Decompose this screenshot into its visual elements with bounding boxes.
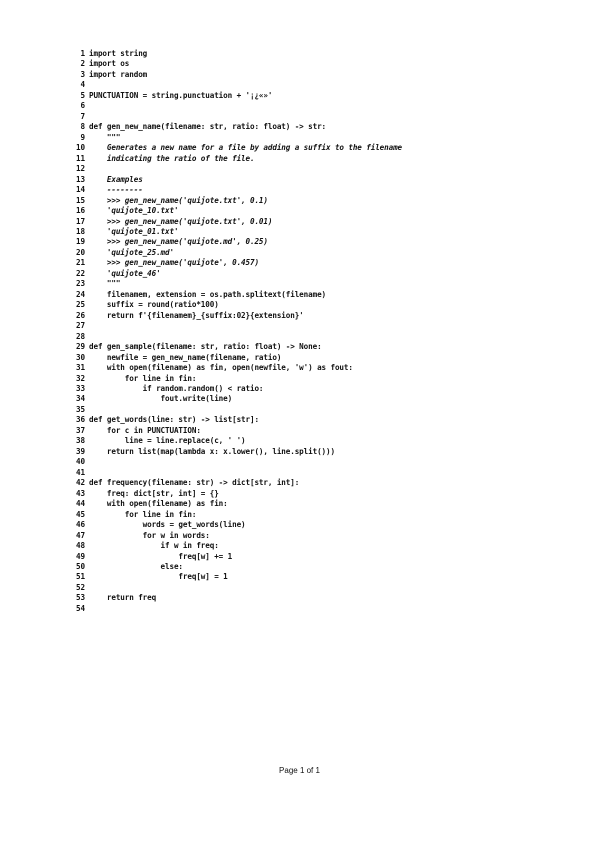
code-line <box>74 248 574 258</box>
code-line <box>74 415 574 425</box>
code-line <box>74 49 574 59</box>
code-line <box>74 311 574 321</box>
line-text <box>85 332 89 342</box>
code-line <box>74 562 574 572</box>
line-number: 9 <box>80 132 85 142</box>
code-line <box>74 70 574 80</box>
code-line <box>74 572 574 582</box>
line-text: 'quijote_10.txt' <box>89 206 179 216</box>
line-number: 2 <box>80 59 85 69</box>
line-text: return list(map(lambda x: x.lower(), line.split())) <box>89 446 335 456</box>
line-text: line = line.replace(c, ' ') <box>89 436 246 446</box>
code-line <box>74 374 574 384</box>
line-text <box>85 468 89 478</box>
line-text: freq: dict[str, int] = {} <box>89 488 219 498</box>
line-text: """ <box>89 279 121 289</box>
code-line <box>74 279 574 289</box>
line-number: 54 <box>76 603 85 613</box>
line-number: 8 <box>80 122 85 132</box>
page-footer: Page 1 of 1 <box>279 766 320 775</box>
line-text: indicating the ratio of the file. <box>89 153 255 163</box>
line-text: Examples <box>89 174 143 184</box>
code-line <box>74 478 574 488</box>
code-line <box>74 447 574 457</box>
line-text: Generates a new name for a file by adding a suffix to the filename <box>89 143 403 153</box>
code-line <box>74 143 574 153</box>
code-line <box>74 593 574 603</box>
code-line <box>74 175 574 185</box>
line-number: 41 <box>76 467 85 477</box>
line-number: 12 <box>76 164 85 174</box>
line-number: 25 <box>76 300 85 310</box>
line-number: 5 <box>80 90 85 100</box>
code-line <box>74 133 574 143</box>
line-number: 26 <box>76 310 85 320</box>
line-number: 20 <box>76 247 85 257</box>
code-line <box>74 206 574 216</box>
line-number: 21 <box>76 258 85 268</box>
line-text: if w in freq: <box>89 541 219 551</box>
line-text: import string <box>89 49 148 58</box>
line-number: 23 <box>76 279 85 289</box>
line-number: 47 <box>76 530 85 540</box>
code-line <box>74 154 574 164</box>
line-text: fout.write(line) <box>89 394 233 404</box>
code-line <box>74 353 574 363</box>
code-line <box>74 269 574 279</box>
line-text: freq[w] = 1 <box>89 572 228 582</box>
line-text: suffix = round(ratio*100) <box>89 300 219 310</box>
code-line <box>74 122 574 132</box>
line-number: 4 <box>80 80 85 90</box>
line-number: 40 <box>76 457 85 467</box>
line-number: 33 <box>76 384 85 393</box>
line-number: 14 <box>76 185 85 195</box>
line-text: def gen_sample(filename: str, ratio: float) -> None: <box>89 342 322 352</box>
line-text: filenamem, extension = os.path.splitext(filename) <box>89 289 327 299</box>
code-line <box>74 101 574 111</box>
line-number: 16 <box>76 206 85 216</box>
line-number: 1 <box>80 49 85 58</box>
line-number: 17 <box>76 216 85 226</box>
line-number: 50 <box>76 561 85 571</box>
code-line <box>74 112 574 122</box>
line-text: >>> gen_new_name('quijote.txt', 0.1) <box>89 195 268 205</box>
code-line <box>74 91 574 101</box>
line-number: 29 <box>76 342 85 352</box>
line-text <box>85 112 89 122</box>
line-text: return f'{filenamem}_{suffix:02}{extension}' <box>89 310 304 320</box>
line-text: 'quijote_46' <box>89 268 161 278</box>
line-text <box>85 80 89 90</box>
line-number: 18 <box>76 226 85 236</box>
code-line <box>74 227 574 237</box>
line-text: >>> gen_new_name('quijote', 0.457) <box>89 258 259 268</box>
line-text: for c in PUNCTUATION: <box>89 425 201 435</box>
code-line <box>74 258 574 268</box>
code-line <box>74 59 574 69</box>
code-line <box>74 520 574 530</box>
line-text: with open(filename) as fin, open(newfile, 'w') as fout: <box>89 363 353 373</box>
line-number: 45 <box>76 509 85 519</box>
code-line <box>74 164 574 174</box>
line-text: if random.random() < ratio: <box>89 384 264 393</box>
code-line <box>74 321 574 331</box>
code-listing <box>74 49 574 614</box>
line-number: 39 <box>76 446 85 456</box>
line-text <box>85 604 89 614</box>
code-line <box>74 394 574 404</box>
line-number: 46 <box>76 520 85 530</box>
line-text: with open(filename) as fin: <box>89 499 228 509</box>
line-number: 44 <box>76 499 85 509</box>
line-text: """ <box>89 132 121 142</box>
line-number: 19 <box>76 237 85 247</box>
line-text: -------- <box>89 185 143 195</box>
line-text: import os <box>89 59 130 69</box>
line-number: 32 <box>76 373 85 383</box>
line-number: 42 <box>76 478 85 488</box>
line-text: for line in fin: <box>89 373 197 383</box>
line-number: 11 <box>76 153 85 163</box>
line-number: 48 <box>76 541 85 551</box>
code-line <box>74 552 574 562</box>
code-line <box>74 489 574 499</box>
line-text: freq[w] += 1 <box>89 551 233 561</box>
line-number: 43 <box>76 488 85 498</box>
code-line <box>74 604 574 614</box>
line-text: >>> gen_new_name('quijote.txt', 0.01) <box>89 216 273 226</box>
line-text: PUNCTUATION = string.punctuation + '¡¿«»' <box>89 90 273 100</box>
code-line <box>74 237 574 247</box>
line-text <box>85 101 89 111</box>
line-number: 24 <box>76 289 85 299</box>
line-text: def gen_new_name(filename: str, ratio: float) -> str: <box>89 122 327 132</box>
line-number: 3 <box>80 69 85 79</box>
line-number: 35 <box>76 404 85 414</box>
line-number: 10 <box>76 143 85 153</box>
code-line <box>74 499 574 509</box>
line-text: else: <box>89 561 183 571</box>
code-line <box>74 80 574 90</box>
line-number: 51 <box>76 572 85 582</box>
line-text: 'quijote_25.md' <box>89 247 174 257</box>
code-line <box>74 405 574 415</box>
line-text: import random <box>89 69 148 79</box>
line-text: for line in fin: <box>89 509 197 519</box>
code-line <box>74 363 574 373</box>
line-text <box>85 321 89 331</box>
code-line <box>74 531 574 541</box>
code-line <box>74 541 574 551</box>
code-line <box>74 457 574 467</box>
line-number: 6 <box>80 101 85 111</box>
code-line <box>74 290 574 300</box>
line-number: 36 <box>76 415 85 425</box>
line-text: words = get_words(line) <box>89 520 246 530</box>
code-line <box>74 217 574 227</box>
line-text: return freq <box>89 593 157 603</box>
code-line <box>74 510 574 520</box>
line-text: def frequency(filename: str) -> dict[str, int]: <box>89 478 300 488</box>
line-text <box>85 164 89 174</box>
line-number: 7 <box>80 111 85 121</box>
code-line <box>74 426 574 436</box>
code-line <box>74 300 574 310</box>
line-number: 27 <box>76 321 85 331</box>
line-number: 52 <box>76 582 85 592</box>
line-text: >>> gen_new_name('quijote.md', 0.25) <box>89 237 268 247</box>
line-text <box>85 457 89 467</box>
line-number: 53 <box>76 593 85 603</box>
line-number: 34 <box>76 394 85 404</box>
line-text <box>85 583 89 593</box>
line-number: 31 <box>76 363 85 373</box>
line-number: 15 <box>76 195 85 205</box>
line-number: 30 <box>76 352 85 362</box>
line-text: newfile = gen_new_name(filename, ratio) <box>89 352 282 362</box>
line-number: 49 <box>76 551 85 561</box>
line-number: 37 <box>76 425 85 435</box>
line-text <box>85 405 89 415</box>
code-line <box>74 436 574 446</box>
code-line <box>74 196 574 206</box>
code-line <box>74 332 574 342</box>
code-line <box>74 342 574 352</box>
code-line <box>74 468 574 478</box>
code-line <box>74 384 574 394</box>
line-number: 28 <box>76 331 85 341</box>
line-text: 'quijote_01.txt' <box>89 226 179 236</box>
line-text: for w in words: <box>89 530 210 540</box>
line-text: def get_words(line: str) -> list[str]: <box>89 415 259 425</box>
code-line <box>74 185 574 195</box>
line-number: 13 <box>76 174 85 184</box>
line-number: 38 <box>76 436 85 446</box>
line-number: 22 <box>76 268 85 278</box>
code-line <box>74 583 574 593</box>
